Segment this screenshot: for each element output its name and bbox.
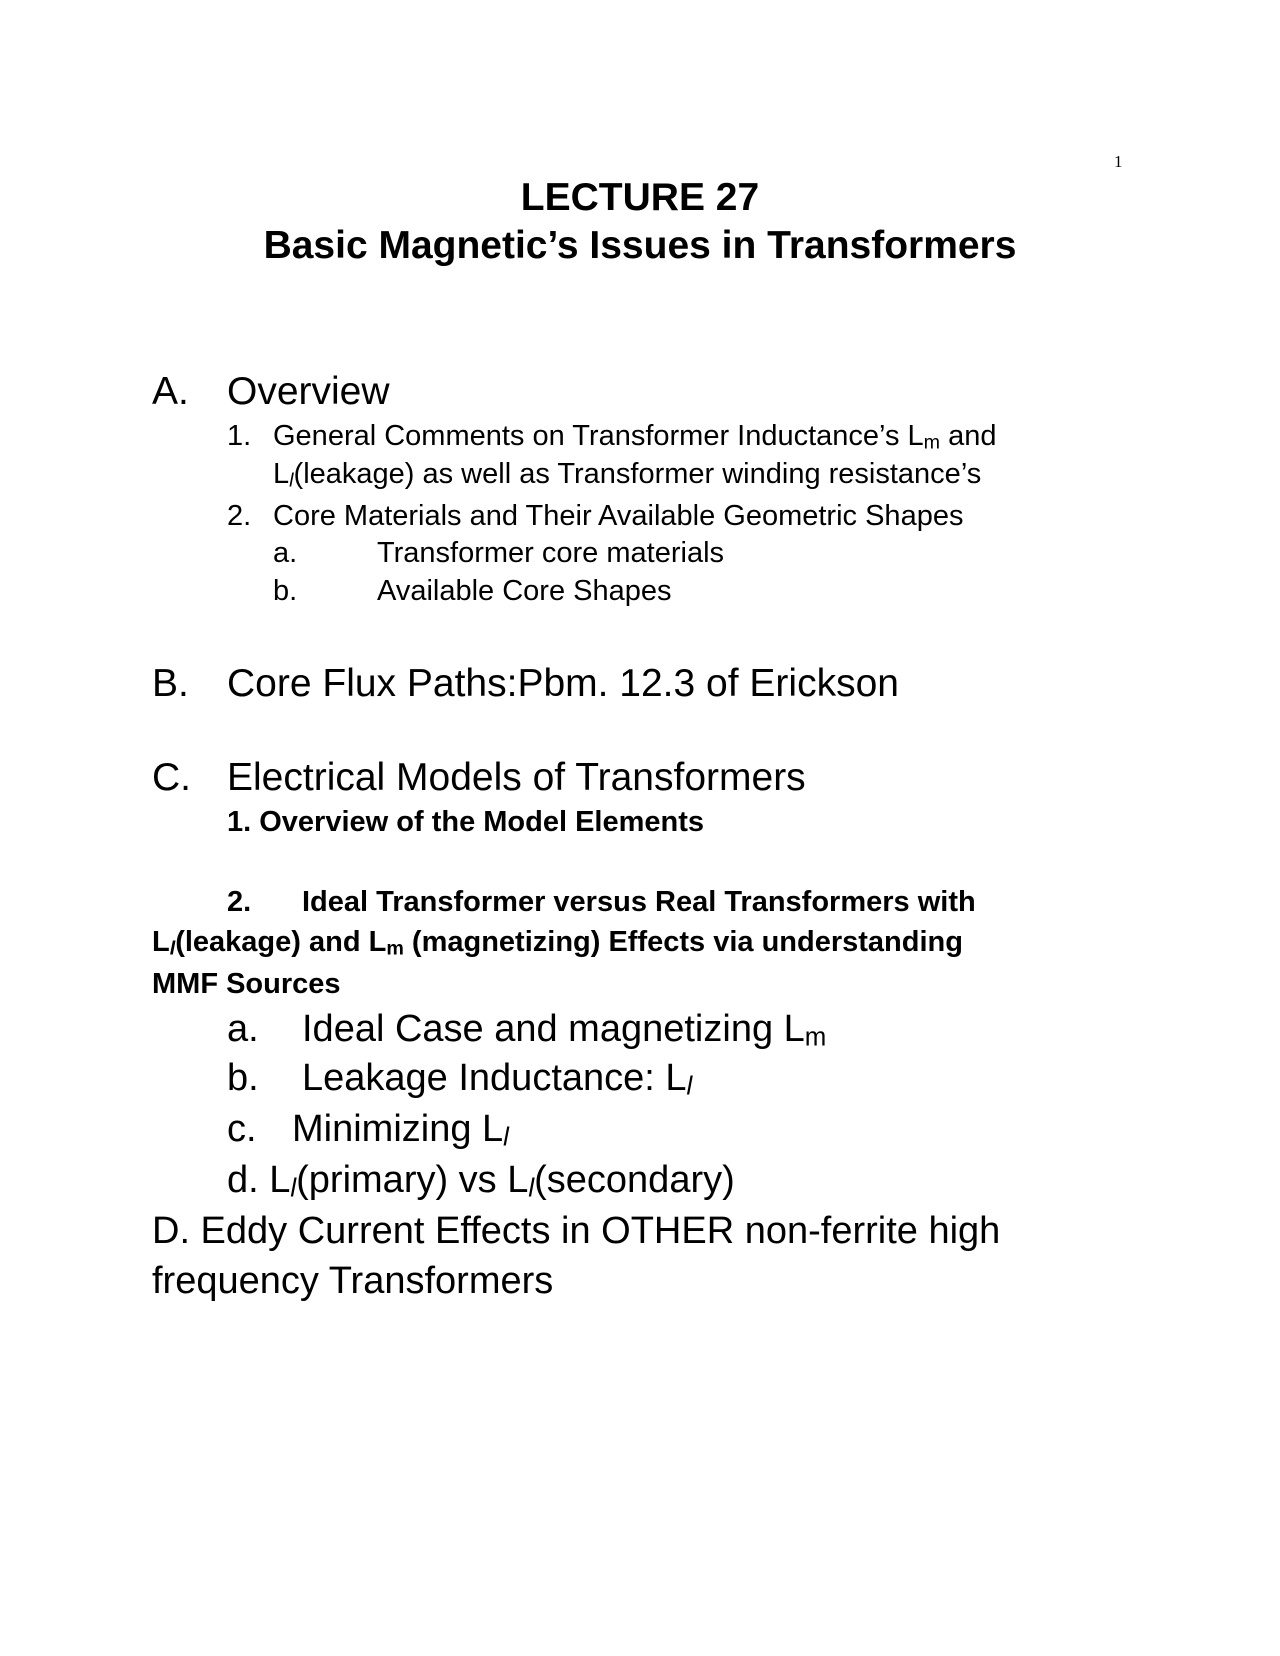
- section-a-sub-b-text: Available Core Shapes: [377, 575, 672, 607]
- section-a-sub-a-letter: a.: [273, 537, 298, 569]
- page-number: 1: [1114, 152, 1123, 171]
- lecture-title: Basic Magnetic’s Issues in Transformers: [263, 224, 1017, 267]
- section-c-title: Electrical Models of Transformers: [227, 756, 806, 799]
- section-c-sub-d-text: d. $L_l(primary)$ vs $L_l(secondary)$: [227, 1159, 735, 1203]
- section-a-item2-number: 2.: [227, 500, 252, 532]
- section-c-sub-a-text: Ideal Case and magnetizing $L_m$: [302, 1008, 827, 1052]
- section-a-letter: A.: [152, 370, 189, 413]
- section-c-sub-b-text: Leakage Inductance: $L_l$: [302, 1057, 693, 1101]
- section-c-sub-a-letter: a.: [227, 1008, 259, 1050]
- section-c-sub-c-letter: c.: [227, 1108, 257, 1150]
- section-d-line1: D. Eddy Current Effects in OTHER non-ferrite high: [152, 1210, 1001, 1252]
- section-b-title: Core Flux Paths:Pbm. 12.3 of Erickson: [227, 662, 899, 705]
- section-d-line2: frequency Transformers: [152, 1260, 554, 1302]
- lecture-number: LECTURE 27: [520, 176, 760, 219]
- section-c-sub-c-text: Minimizing $L_l$: [292, 1108, 509, 1152]
- section-a-item2-text: Core Materials and Their Available Geometric Shapes: [273, 500, 964, 532]
- section-a-item1-number: 1.: [227, 420, 252, 452]
- section-c-item2-line2: $L_l(leakage)$ and $L_m$ (magnetizing) Effects via understanding: [152, 926, 963, 960]
- section-c-sub-b-letter: b.: [227, 1057, 259, 1099]
- section-c-item2-number: 2.: [227, 886, 252, 918]
- section-a-item1-line2: $L_l(leakage)$ as well as Transformer winding resistance’s: [273, 458, 982, 492]
- section-c-letter: C.: [152, 756, 191, 799]
- section-c-item2-line1: Ideal Transformer versus Real Transformers with: [302, 886, 976, 918]
- section-a-item1-line1: General Comments on Transformer Inductance’s $L_m$ and: [273, 420, 997, 454]
- section-a-sub-b-letter: b.: [273, 575, 298, 607]
- section-a-title: Overview: [227, 370, 390, 413]
- section-b-letter: B.: [152, 662, 189, 705]
- section-c-item2-line3: MMF Sources: [152, 968, 341, 1000]
- section-c-item1: 1. Overview of the Model Elements: [227, 806, 705, 838]
- section-a-sub-a-text: Transformer core materials: [377, 537, 725, 569]
